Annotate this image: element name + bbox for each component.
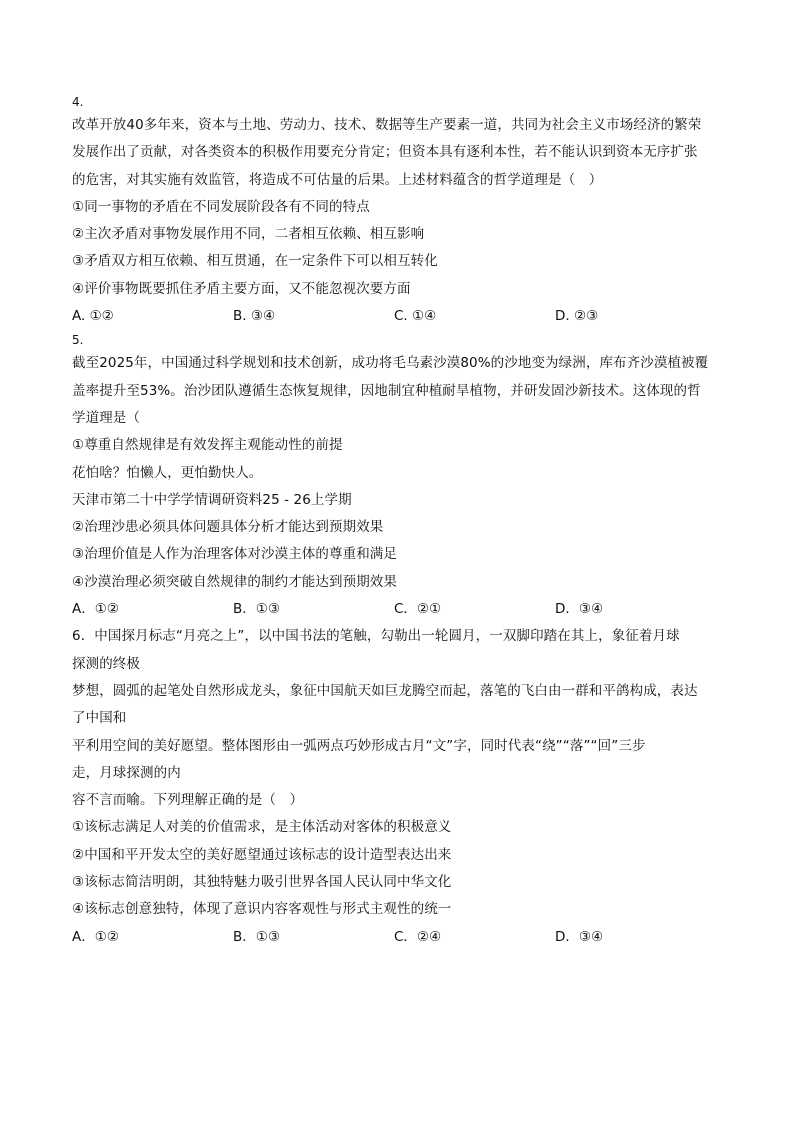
- question-5-number: 5.: [72, 333, 84, 348]
- question-5-option-c: C．②①: [394, 601, 442, 618]
- watermark-source: 天津市第二十中学学情调研资料25 - 26上学期: [72, 491, 352, 508]
- question-6-statement-4: ④该标志创意独特，体现了意识内容客观性与形式主观性的统一: [72, 901, 452, 918]
- question-6-option-b: B．①③: [233, 928, 280, 945]
- question-5-statement-1: ①尊重自然规律是有效发挥主观能动性的前提: [72, 437, 343, 454]
- question-6-stem-line: 梦想，圆弧的起笔处自然形成龙头，象征中国航天如巨龙腾空而起，落笔的飞白由一群和平鸽构成，表达: [72, 682, 698, 699]
- question-6: [72, 623, 722, 951]
- exam-page: [72, 92, 722, 951]
- question-6-stem-line: 6．中国探月标志“月亮之上”，以中国书法的笔触，勾勒出一轮圆月，一双脚印踏在其上，象征着月球: [72, 628, 680, 645]
- question-4-stem-line: 的危害，对其实施有效监管，将造成不可估量的后果。上述材料蕴含的哲学道理是（ ）: [72, 171, 603, 188]
- question-4-statement-3: ③矛盾双方相互依赖、相互贯通，在一定条件下可以相互转化: [72, 253, 438, 270]
- question-4-statement-4: ④评价事物既要抓住矛盾主要方面，又不能忽视次要方面: [72, 280, 411, 297]
- question-4-statement-2: ②主次矛盾对事物发展作用不同，二者相互依赖、相互影响: [72, 226, 425, 243]
- question-6-stem-line: 走，月球探测的内: [72, 764, 181, 781]
- question-6-statement-2: ②中国和平开发太空的美好愿望通过该标志的设计造型表达出来: [72, 846, 452, 863]
- question-5-statement-3: ③治理价值是人作为治理客体对沙漠主体的尊重和满足: [72, 546, 398, 563]
- watermark-motto: 花怕啥？怕懒人，更怕勤快人。: [72, 464, 263, 481]
- question-6-stem-line: 平利用空间的美好愿望。整体图形由一弧两点巧妙形成古月“文”字，同时代表“绕”“落”“回”三步: [72, 737, 646, 754]
- question-5-option-a: A．①②: [72, 601, 119, 618]
- question-4-options: [72, 303, 722, 330]
- question-6-option-d: D．③④: [555, 928, 604, 945]
- question-6-statement-1: ①该标志满足人对美的价值需求，是主体活动对客体的积极意义: [72, 819, 452, 836]
- question-5: [72, 350, 722, 623]
- question-5-stem-line: 盖率提升至53%。治沙团队遵循生态恢复规律，因地制宜种植耐旱植物，并研发固沙新技术。这体现的哲: [72, 382, 701, 399]
- question-4-option-a: A. ①②: [72, 308, 114, 325]
- question-5-statement-2: ②治理沙患必须具体问题具体分析才能达到预期效果: [72, 519, 384, 536]
- question-6-statement-3: ③该标志简洁明朗，其独特魅力吸引世界各国人民认同中华文化: [72, 874, 452, 891]
- question-4-statement-1: ①同一事物的矛盾在不同发展阶段各有不同的特点: [72, 198, 370, 215]
- question-6-option-a: A．①②: [72, 928, 119, 945]
- question-5-statement-4: ④沙漠治理必须突破自然规律的制约才能达到预期效果: [72, 573, 398, 590]
- question-6-stem-line: 了中国和: [72, 710, 127, 727]
- question-6-option-c: C．②④: [394, 928, 442, 945]
- question-6-stem-line: 容不言而喻。下列理解正确的是（ ）: [72, 792, 304, 809]
- question-6-options: [72, 924, 722, 951]
- question-4-option-c: C. ①④: [394, 308, 437, 325]
- question-5-options: [72, 596, 722, 623]
- question-5-option-d: D．③④: [555, 601, 604, 618]
- question-5-option-b: B．①③: [233, 601, 280, 618]
- question-4-option-d: D. ②③: [555, 308, 599, 325]
- question-5-stem-line: 学道理是（: [72, 409, 140, 426]
- question-4-number: 4.: [72, 95, 84, 109]
- question-4: [72, 112, 722, 330]
- question-4-stem-line: 改革开放40多年来，资本与土地、劳动力、技术、数据等生产要素一道，共同为社会主义市场经济的繁荣: [72, 117, 702, 133]
- question-5-stem-line: 截至2025年，中国通过科学规划和技术创新，成功将毛乌素沙漠80%的沙地变为绿洲，库布齐沙漠植被覆: [72, 355, 709, 372]
- question-6-stem-line: 探测的终极: [72, 655, 140, 672]
- question-4-stem-line: 发展作出了贡献，对各类资本的积极作用要充分肯定；但资本具有逐利本性，若不能认识到资本无序扩张: [72, 144, 698, 161]
- question-4-option-b: B. ③④: [233, 308, 276, 325]
